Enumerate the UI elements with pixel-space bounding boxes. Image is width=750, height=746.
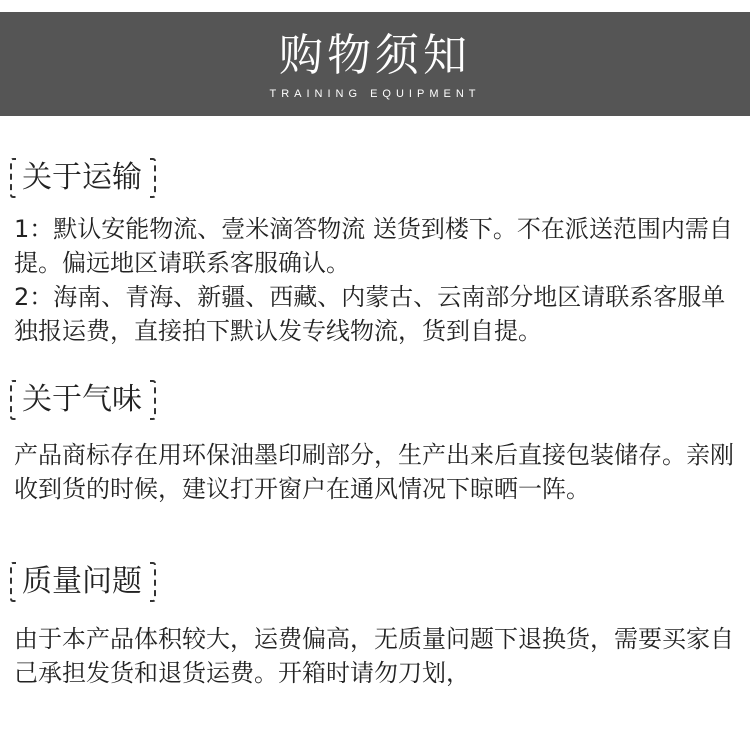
- section-heading-odor: [10, 378, 156, 422]
- dashed-bracket-right: [150, 380, 156, 420]
- dashed-bracket-left: [10, 380, 16, 420]
- paragraph: 2：海南、青海、新疆、西藏、内蒙古、云南部分地区请联系客服单独报运费，直接拍下默认发专线物流，货到自提。: [14, 283, 726, 345]
- section-heading-label: 关于气味: [22, 382, 142, 417]
- paragraph: 1：默认安能物流、壹米滴答物流 送货到楼下。不在派送范围内需自提。偏远地区请联系客服确认。: [14, 215, 733, 277]
- paragraph: 产品商标存在用环保油墨印刷部分，生产出来后直接包装储存。亲刚收到货的时候，建议打开窗户在通风情况下晾晒一阵。: [14, 441, 734, 503]
- section-heading-label: 关于运输: [22, 160, 142, 195]
- page-subtitle: TRAINING EQUIPMENT: [269, 88, 481, 100]
- dashed-bracket-right: [150, 158, 156, 198]
- section-body-quality: [14, 622, 744, 690]
- dashed-bracket-right: [150, 562, 156, 602]
- section-body-odor: [14, 438, 744, 506]
- dashed-bracket-left: [10, 158, 16, 198]
- header-banner: [0, 12, 750, 116]
- dashed-bracket-left: [10, 562, 16, 602]
- page-title: 购物须知: [279, 30, 471, 81]
- paragraph: 由于本产品体积较大，运费偏高，无质量问题下退换货，需要买家自己承担发货和退货运费。开箱时请勿刀划，: [14, 625, 734, 687]
- section-heading-quality: [10, 560, 156, 604]
- section-heading-label: 质量问题: [22, 564, 142, 599]
- section-heading-shipping: [10, 156, 156, 200]
- section-body-shipping: [14, 212, 744, 348]
